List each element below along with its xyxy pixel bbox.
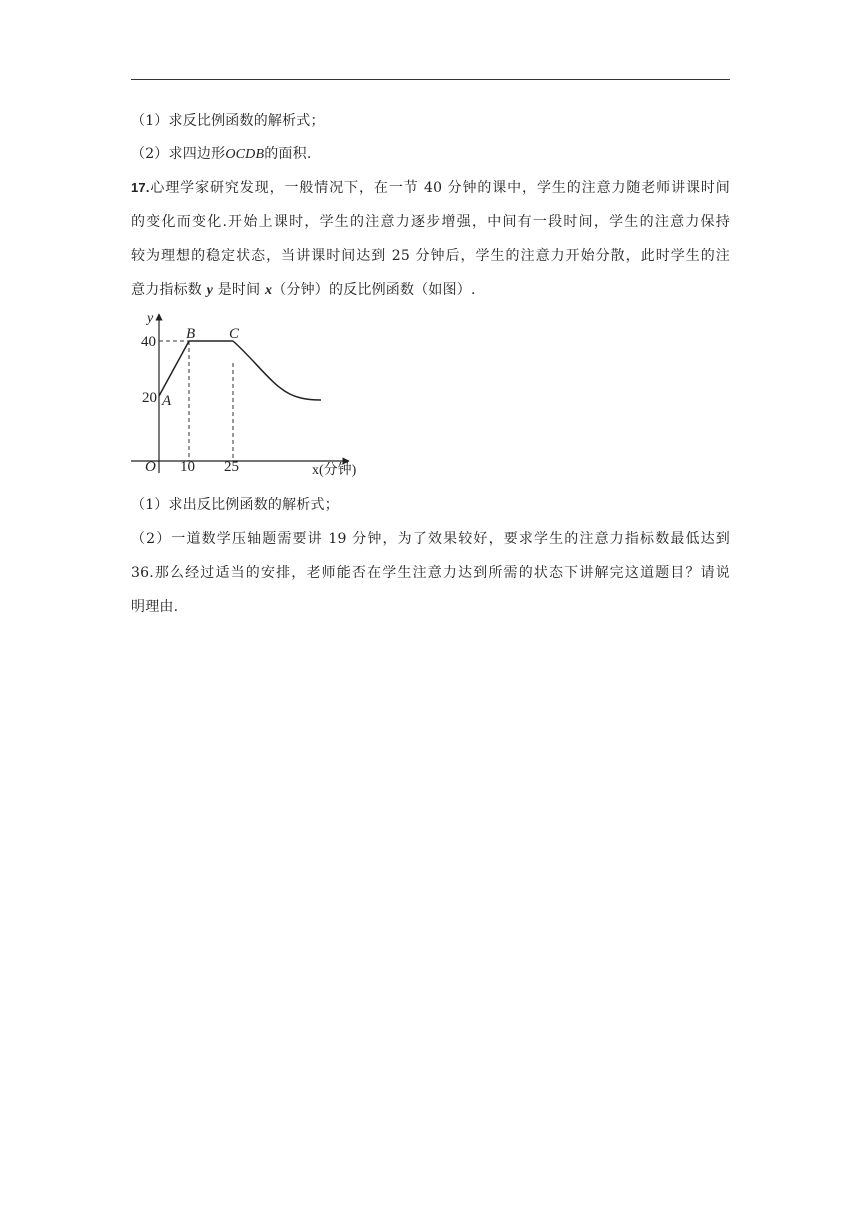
- attention-graph: [131, 308, 371, 484]
- y-axis-label: y: [147, 311, 154, 326]
- point-c-label: C: [229, 326, 240, 342]
- q17-line3: 较为理想的稳定状态，当讲课时间达到 25 分钟后，学生的注意力开始分散，此时学生的注: [131, 248, 730, 264]
- q17-line2: 的变化而变化.开始上课时，学生的注意力逐步增强，中间有一段时间，学生的注意力保持: [131, 214, 730, 230]
- q16-part1: （1）求反比例函数的解析式；: [131, 113, 325, 129]
- q17-line1: [131, 178, 730, 198]
- q17-part1: （1）求出反比例函数的解析式；: [131, 497, 339, 513]
- segment-ab: [159, 341, 189, 396]
- q17-line4-c: （分钟）的反比例函数（如图）.: [272, 282, 476, 298]
- tick-10: 10: [180, 459, 195, 475]
- q16-part2-prefix: （2）求四边形: [131, 146, 226, 162]
- x-axis-label: x(分钟): [312, 463, 357, 478]
- point-b-label: B: [186, 326, 196, 342]
- curve-inverse: [233, 341, 321, 400]
- tick-40: 40: [141, 334, 156, 350]
- var-y: y: [206, 283, 214, 298]
- header-rule: [131, 79, 730, 80]
- q17-line4-a: 意力指标数: [131, 282, 207, 298]
- tick-20: 20: [142, 390, 157, 406]
- q16-part2-var: OCDB: [225, 147, 265, 162]
- tick-25: 25: [224, 459, 239, 475]
- q17-number: 17.: [131, 180, 150, 195]
- q17-part2-line2: 36.那么经过适当的安排，老师能否在学生注意力达到所需的状态下讲解完这道题目？请说: [131, 565, 730, 581]
- var-x: x: [264, 283, 273, 298]
- q17-part2-line3: 明理由.: [131, 599, 179, 615]
- q16-part2: [131, 144, 730, 165]
- q17-part2-line1: （2）一道数学压轴题需要讲 19 分钟，为了效果较好，要求学生的注意力指标数最低达到: [131, 531, 730, 547]
- q16-part2-suffix: 的面积.: [264, 146, 312, 162]
- point-a-label: A: [162, 393, 172, 409]
- origin-label: O: [145, 459, 156, 475]
- q17-line1-text: 心理学家研究发现，一般情况下，在一节 40 分钟的课中，学生的注意力随老师讲课时间: [149, 180, 730, 196]
- q17-line4: [131, 280, 730, 301]
- q17-line4-b: 是时间: [213, 282, 265, 298]
